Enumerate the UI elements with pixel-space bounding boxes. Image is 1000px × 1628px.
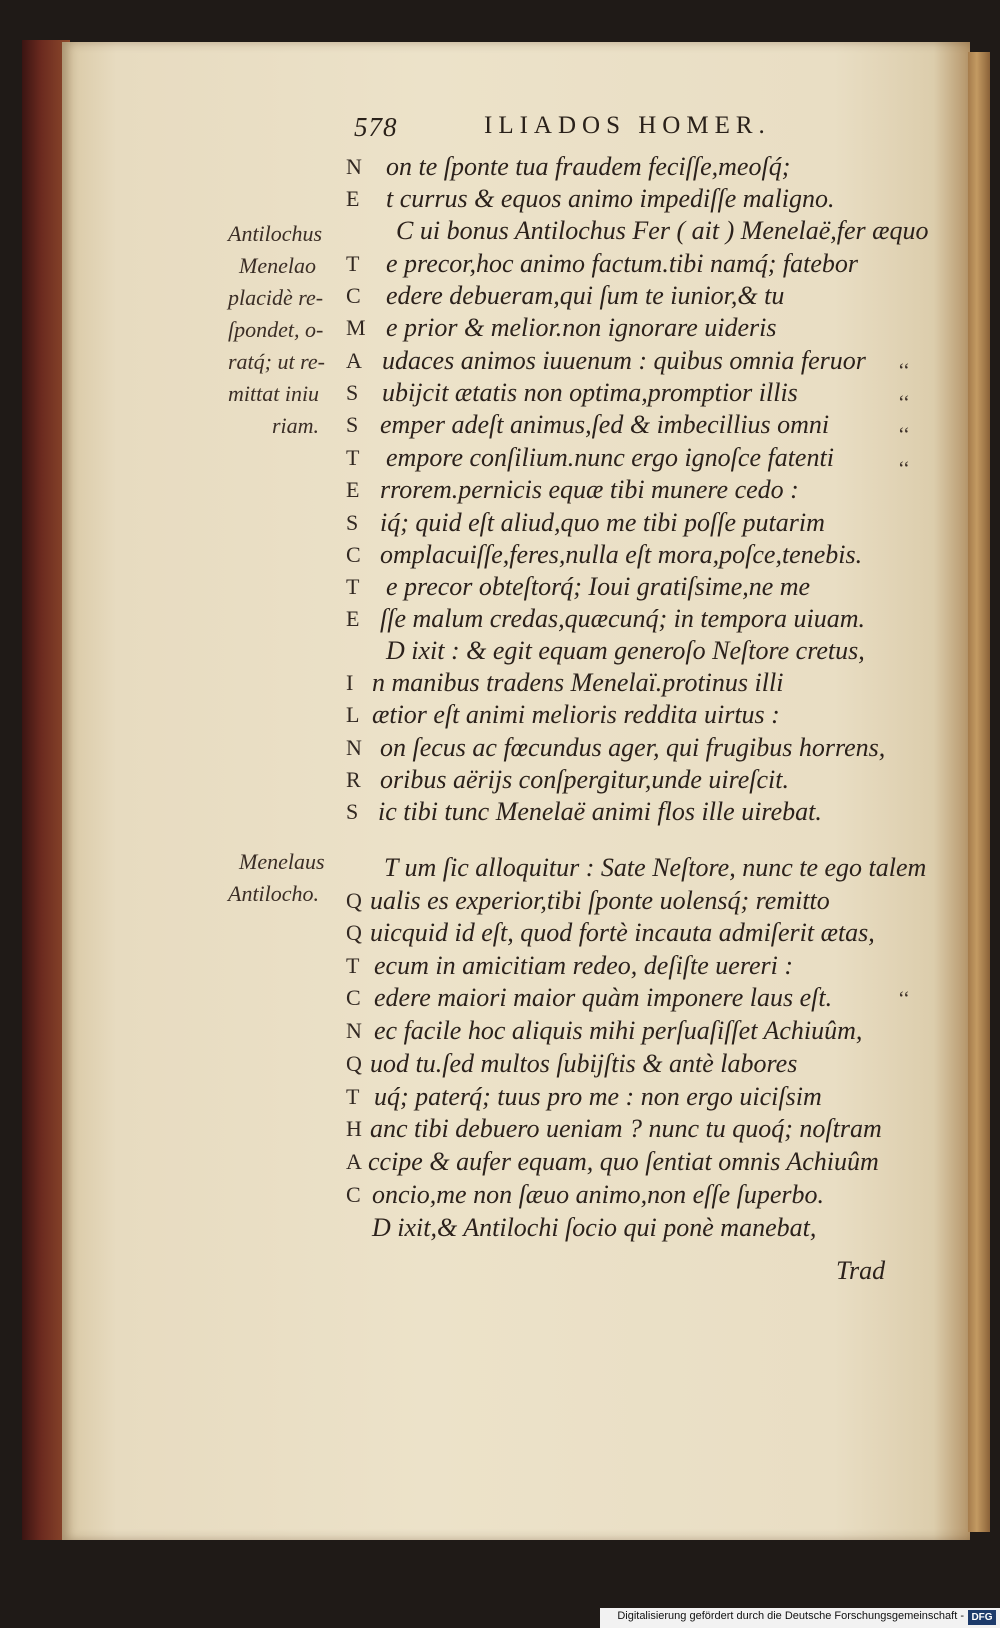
acrostic-initial: T bbox=[346, 445, 360, 470]
verse-text: emper adeſt animus,ſed & imbecillius omni bbox=[380, 410, 830, 439]
acrostic-initial: T bbox=[346, 251, 360, 276]
acrostic-initial: A bbox=[346, 1149, 362, 1174]
acrostic-initial: S bbox=[346, 380, 359, 405]
acrostic-initial: C bbox=[346, 283, 361, 308]
acrostic-initial: N bbox=[346, 735, 362, 760]
verse-text: on te ſponte tua fraudem feciſſe,meoſq́; bbox=[386, 152, 791, 181]
catchword: Trad bbox=[836, 1256, 886, 1285]
verse-text: D ixit,& Antilochi ſocio qui ponè manebat, bbox=[372, 1213, 817, 1242]
dfg-logo: DFG bbox=[968, 1610, 996, 1625]
verse-text: e prior & melior.non ignorare uideris bbox=[386, 313, 777, 342]
verse-text: rrorem.pernicis equæ tibi munere cedo : bbox=[380, 475, 799, 504]
digitization-footer bbox=[600, 1608, 1000, 1628]
acrostic-initial: Q bbox=[346, 1051, 362, 1076]
verse-text: edere maiori maior quàm imponere laus eſt. bbox=[374, 983, 833, 1012]
verse-text: ſſe malum credas,quæcunq́; in tempora uiuam. bbox=[380, 604, 866, 633]
verse-text: iq́; quid eſt aliud,quo me tibi poſſe putarim bbox=[380, 508, 825, 537]
acrostic-initial: C bbox=[346, 1182, 361, 1207]
verse-text: oncio,me non ſæuo animo,non eſſe ſuperbo. bbox=[372, 1180, 825, 1209]
acrostic-initial: Q bbox=[346, 888, 362, 913]
acrostic-initial: S bbox=[346, 412, 359, 437]
verse-text: e precor obteſtorq́; Ioui gratiſsime,ne me bbox=[386, 572, 811, 601]
quote-mark: ‘‘ bbox=[898, 424, 910, 446]
verse-text: anc tibi debuero ueniam ? nunc tu quoq́; noſtram bbox=[370, 1114, 882, 1143]
acrostic-initial: T bbox=[346, 1084, 360, 1109]
verse-text: ec facile hoc aliquis mihi perſuaſiſſet Achiuûm, bbox=[374, 1016, 863, 1045]
acrostic-initial: E bbox=[346, 606, 360, 631]
verse-text: ccipe & aufer equam, quo ſentiat omnis Achiuûm bbox=[368, 1147, 879, 1176]
verse-text: t currus & equos animo impediſſe maligno. bbox=[386, 184, 835, 213]
acrostic-initial: N bbox=[346, 154, 362, 179]
verse-text: D ixit : & egit equam generoſo Neſtore cretus, bbox=[386, 636, 865, 665]
verse-text: edere debueram,qui ſum te iunior,& tu bbox=[386, 281, 785, 310]
verse-text: n manibus tradens Menelaï.protinus illi bbox=[372, 668, 784, 697]
acrostic-initial: H bbox=[346, 1116, 362, 1141]
verse-text: oribus aërijs conſpergitur,unde uireſcit. bbox=[380, 765, 789, 794]
verse-text: e precor,hoc animo factum.tibi namq́; fatebor bbox=[386, 249, 859, 278]
verse-text: T um ſic alloquitur : Sate Neſtore, nunc te ego talem bbox=[384, 853, 927, 882]
quote-mark: ‘‘ bbox=[898, 392, 910, 414]
acrostic-initial: C bbox=[346, 542, 361, 567]
verse-text: udaces animos iuuenum : quibus omnia feruor bbox=[382, 346, 866, 375]
acrostic-initial: S bbox=[346, 799, 359, 824]
acrostic-initial: T bbox=[346, 953, 360, 978]
verse-text: ualis es experior,tibi ſponte uolensq́; remitto bbox=[370, 886, 830, 915]
acrostic-initial: E bbox=[346, 186, 360, 211]
verse-text: ætior eſt animi melioris reddita uirtus : bbox=[372, 700, 780, 729]
acrostic-initial: I bbox=[346, 670, 354, 695]
page-number: 578 bbox=[354, 112, 398, 142]
acrostic-initial: S bbox=[346, 510, 359, 535]
quote-mark: ‘‘ bbox=[898, 360, 910, 382]
page-fore-edge bbox=[968, 52, 990, 1532]
acrostic-initial: R bbox=[346, 767, 361, 792]
funding-credit: Digitalisierung gefördert durch die Deutsche Forschungsgemeinschaft - bbox=[617, 1610, 964, 1622]
acrostic-initial: A bbox=[346, 348, 362, 373]
verse-text: omplacuiſſe,feres,nulla eſt mora,poſce,tenebis. bbox=[380, 540, 863, 569]
margin-note: Menelaus Antilocho. bbox=[228, 849, 325, 906]
verse-text: empore conſilium.nunc ergo ignoſce fatenti bbox=[386, 443, 834, 472]
verse-text: uq́; paterq́; tuus pro me : non ergo uiciſsim bbox=[374, 1082, 822, 1111]
acrostic-initial: E bbox=[346, 477, 360, 502]
acrostic-initial: M bbox=[346, 315, 366, 340]
verse-text: uod tu.ſed multos ſubijſtis & antè labores bbox=[370, 1049, 798, 1078]
verse-text: uicquid id eſt, quod fortè incauta admiſerit ætas, bbox=[370, 918, 875, 947]
verse-text: ic tibi tunc Menelaë animi flos ille uirebat. bbox=[378, 797, 822, 826]
acrostic-initial: C bbox=[346, 985, 361, 1010]
acrostic-initial: Q bbox=[346, 920, 362, 945]
running-head bbox=[354, 112, 874, 146]
verse-text: on ſecus ac fœcundus ager, qui frugibus horrens, bbox=[380, 733, 886, 762]
verse-text: ecum in amicitiam redeo, deſiſte uereri : bbox=[374, 951, 794, 980]
acrostic-initial: N bbox=[346, 1018, 362, 1043]
page-title: ILIADOS HOMER. bbox=[484, 112, 771, 139]
verse-text: ubijcit ætatis non optima,promptior illis bbox=[382, 378, 798, 407]
verse-text: C ui bonus Antilochus Fer ( ait ) Menelaë,fer æquo bbox=[396, 216, 929, 245]
acrostic-initial: T bbox=[346, 574, 360, 599]
margin-note: Antilochus Menelao placidè re- ſpondet, o- ratq́; ut re- mittat iniu riam. bbox=[228, 221, 325, 438]
quote-mark: ‘‘ bbox=[898, 988, 910, 1010]
acrostic-initial: L bbox=[346, 702, 360, 727]
quote-mark: ‘‘ bbox=[898, 458, 910, 480]
